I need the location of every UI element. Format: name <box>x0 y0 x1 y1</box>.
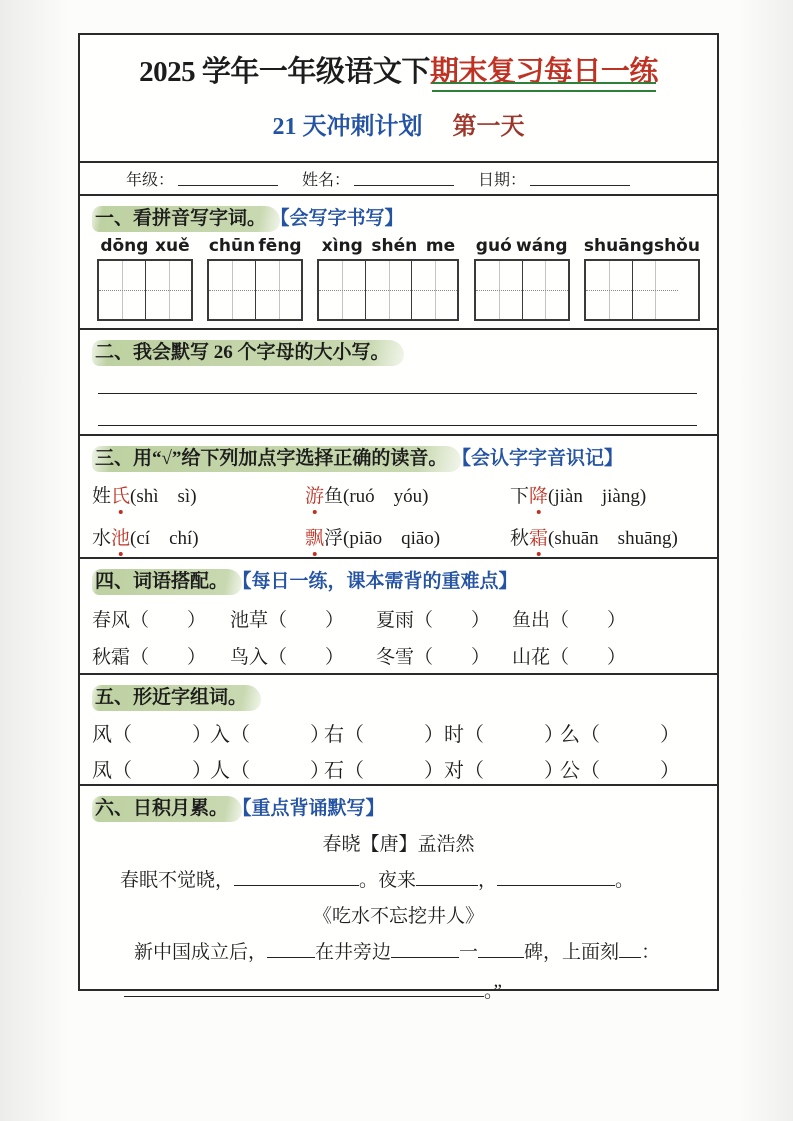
blank-field[interactable] <box>497 869 615 886</box>
dotted-char: 游 <box>305 481 324 508</box>
writing-grid <box>207 259 303 321</box>
word-char: 鱼 <box>324 486 344 507</box>
word-char: 秋 <box>510 528 530 549</box>
section-accumulation <box>80 784 717 1007</box>
pinyin-options[interactable]: (shì sì) <box>130 486 197 507</box>
poem-fill-line <box>92 865 705 892</box>
writing-cell[interactable] <box>319 261 365 319</box>
blank-field[interactable] <box>619 941 641 958</box>
section-five-title: 五、形近字组词。 <box>92 685 261 711</box>
blank-field[interactable] <box>124 980 484 997</box>
syllable: wáng <box>516 236 568 256</box>
pinyin-options[interactable]: (piāo qiāo) <box>343 528 441 549</box>
section-similar-characters <box>80 673 717 784</box>
word-item[interactable] <box>305 481 510 508</box>
section-four-tag: 【每日一练，课本需背的重难点】 <box>242 571 518 592</box>
syllable: shén <box>371 236 418 256</box>
section-three-title: 三、用“√”给下列加点字选择正确的读音。 <box>92 446 461 472</box>
pronunciation-row <box>92 481 705 508</box>
matching-row <box>92 605 705 632</box>
pinyin-label <box>317 236 459 256</box>
writing-grid <box>317 259 459 321</box>
worksheet-title <box>80 49 717 90</box>
syllable: shǒu <box>653 236 700 256</box>
fill-item[interactable]: 池草（ ） <box>230 610 345 631</box>
name-field[interactable] <box>354 171 454 186</box>
pinyin-options[interactable]: (cí chí) <box>130 528 199 549</box>
word-item[interactable] <box>510 523 705 550</box>
pinyin-label <box>97 236 193 256</box>
pinyin-label <box>207 236 303 256</box>
section-alphabet-writing <box>80 328 717 434</box>
blank-field[interactable] <box>234 869 359 886</box>
writing-cell[interactable] <box>632 261 678 319</box>
section-four-heading <box>92 566 705 593</box>
poem-title: 春晓【唐】孟浩然 <box>322 834 475 855</box>
writing-cell[interactable] <box>411 261 457 319</box>
blank-field[interactable] <box>416 869 478 886</box>
pinyin-group-chun-feng <box>207 236 303 321</box>
writing-grid <box>474 259 570 321</box>
writing-cell[interactable] <box>476 261 522 319</box>
passage-text: 碑，上面刻 <box>524 942 620 963</box>
passage-text: 在井旁边 <box>315 942 392 963</box>
grade-field[interactable] <box>178 171 278 186</box>
syllable: guó <box>475 236 512 256</box>
pronunciation-row <box>92 523 705 550</box>
name-label: 姓名： <box>302 172 351 189</box>
matching-row <box>92 642 705 669</box>
section-one-tag: 【会写字书写】 <box>280 208 404 229</box>
word-item[interactable] <box>92 481 305 508</box>
passage-text: 。” <box>484 981 502 1002</box>
word-item[interactable] <box>92 523 305 550</box>
dotted-char: 飘 <box>305 523 324 550</box>
section-five-heading <box>92 682 705 709</box>
pinyin-group-guo-wang <box>474 236 570 321</box>
pinyin-group-dong-xue <box>97 236 193 321</box>
word-item[interactable] <box>305 523 510 550</box>
fill-item[interactable]: 鸟入（ ） <box>230 647 345 668</box>
fill-item[interactable]: 冬雪（ ） <box>376 647 491 668</box>
subtitle-day: 第一天 <box>452 114 525 140</box>
section-one-title: 一、看拼音写字词。 <box>92 206 280 232</box>
title-block <box>80 49 717 161</box>
section-choose-pronunciation <box>80 434 717 557</box>
writing-cell[interactable] <box>99 261 145 319</box>
pinyin-group-xing-shen-me <box>317 236 459 321</box>
writing-cell[interactable] <box>255 261 301 319</box>
writing-cell[interactable] <box>209 261 255 319</box>
fill-item[interactable]: 入（ ） <box>210 724 330 746</box>
pinyin-options[interactable]: (shuān shuāng) <box>548 528 678 549</box>
section-three-heading <box>92 443 705 470</box>
section-one-heading <box>92 203 705 230</box>
section-two-heading <box>92 337 705 364</box>
fill-item[interactable]: 山花（ ） <box>512 647 627 668</box>
writing-cell[interactable] <box>522 261 568 319</box>
blank-field[interactable] <box>267 941 315 958</box>
student-info-row <box>80 161 717 194</box>
worksheet-subtitle <box>80 106 717 141</box>
photo-edge-left <box>0 0 70 1121</box>
poem-text: 春眠不觉晓， <box>120 870 235 891</box>
passage-final-line <box>92 976 705 1003</box>
section-three-tag: 【会认字字音识记】 <box>461 448 623 469</box>
passage-text: 一 <box>459 942 479 963</box>
worksheet-sheet <box>78 33 719 1002</box>
title-red-part: 期末复习每日一练 <box>429 56 658 88</box>
section-six-tag: 【重点背诵默写】 <box>242 798 385 819</box>
writing-cell[interactable] <box>365 261 411 319</box>
similar-char-row <box>92 754 705 783</box>
fill-item[interactable]: 公（ ） <box>560 760 680 782</box>
similar-char-row <box>92 718 705 747</box>
section-six-title: 六、日积月累。 <box>92 796 242 822</box>
passage-fill-line <box>92 937 705 964</box>
blank-field[interactable] <box>391 941 459 958</box>
writing-cell[interactable] <box>145 261 191 319</box>
fill-item[interactable]: 人（ ） <box>210 760 330 782</box>
poem-text: 。夜来 <box>359 870 417 891</box>
section-two-title: 二、我会默写 26 个字母的大小写。 <box>92 340 404 366</box>
photo-edge-right <box>738 0 793 1121</box>
syllable: chūn <box>208 236 256 256</box>
answer-line[interactable] <box>98 425 697 426</box>
word-char: 下 <box>510 486 530 507</box>
grade-label: 年级： <box>126 172 175 189</box>
pinyin-label <box>584 236 700 256</box>
pinyin-grid-row <box>92 236 705 321</box>
passage-text: 新中国成立后， <box>134 942 268 963</box>
passage-text: ： <box>641 942 661 963</box>
writing-grid <box>584 259 700 321</box>
dotted-char: 霜 <box>529 523 548 550</box>
passage-title: 《吃水不忘挖井人》 <box>312 906 484 927</box>
blank-field[interactable] <box>478 941 524 958</box>
fill-item[interactable]: 凤（ ） <box>92 760 212 782</box>
poem-text: ， <box>478 870 498 891</box>
syllable: dōng <box>100 236 149 256</box>
syllable: xuě <box>155 236 190 256</box>
fill-item[interactable]: 么（ ） <box>560 724 680 746</box>
fill-item[interactable]: 秋霜（ ） <box>92 647 207 668</box>
writing-grid <box>97 259 193 321</box>
dotted-char: 氏 <box>111 481 130 508</box>
syllable: me <box>425 236 456 256</box>
fill-item[interactable]: 夏雨（ ） <box>376 610 491 631</box>
fill-item[interactable]: 风（ ） <box>92 724 212 746</box>
dotted-char: 池 <box>111 523 130 550</box>
syllable: shuāng <box>583 236 654 256</box>
pinyin-label <box>474 236 570 256</box>
fill-item[interactable]: 春风（ ） <box>92 610 207 631</box>
writing-cell[interactable] <box>586 261 632 319</box>
section-six-heading <box>92 793 705 820</box>
pinyin-group-shuang-shou <box>584 236 700 321</box>
fill-item[interactable]: 对（ ） <box>444 760 564 782</box>
poem-text: 。 <box>615 870 635 891</box>
word-char: 水 <box>92 528 112 549</box>
fill-item[interactable]: 时（ ） <box>444 724 564 746</box>
title-black-part: 2025 学年一年级语文下 <box>139 56 430 88</box>
date-label: 日期： <box>478 172 527 189</box>
date-field[interactable] <box>530 171 630 186</box>
fill-item[interactable]: 右（ ） <box>324 724 444 746</box>
dotted-char: 降 <box>529 481 548 508</box>
word-item[interactable] <box>510 481 705 508</box>
section-four-title: 四、词语搭配。 <box>92 569 242 595</box>
word-char: 浮 <box>324 528 344 549</box>
syllable: fēng <box>258 236 302 256</box>
subtitle-plan: 21 天冲刺计划 <box>272 114 423 140</box>
word-char: 姓 <box>92 486 112 507</box>
fill-item[interactable]: 鱼出（ ） <box>512 610 627 631</box>
fill-item[interactable]: 石（ ） <box>324 760 444 782</box>
section-word-matching <box>80 557 717 673</box>
section-pinyin-writing <box>80 194 717 328</box>
answer-line[interactable] <box>98 393 697 394</box>
syllable: xìng <box>321 236 363 256</box>
pinyin-options[interactable]: (ruó yóu) <box>343 486 429 507</box>
pinyin-options[interactable]: (jiàn jiàng) <box>548 486 647 507</box>
